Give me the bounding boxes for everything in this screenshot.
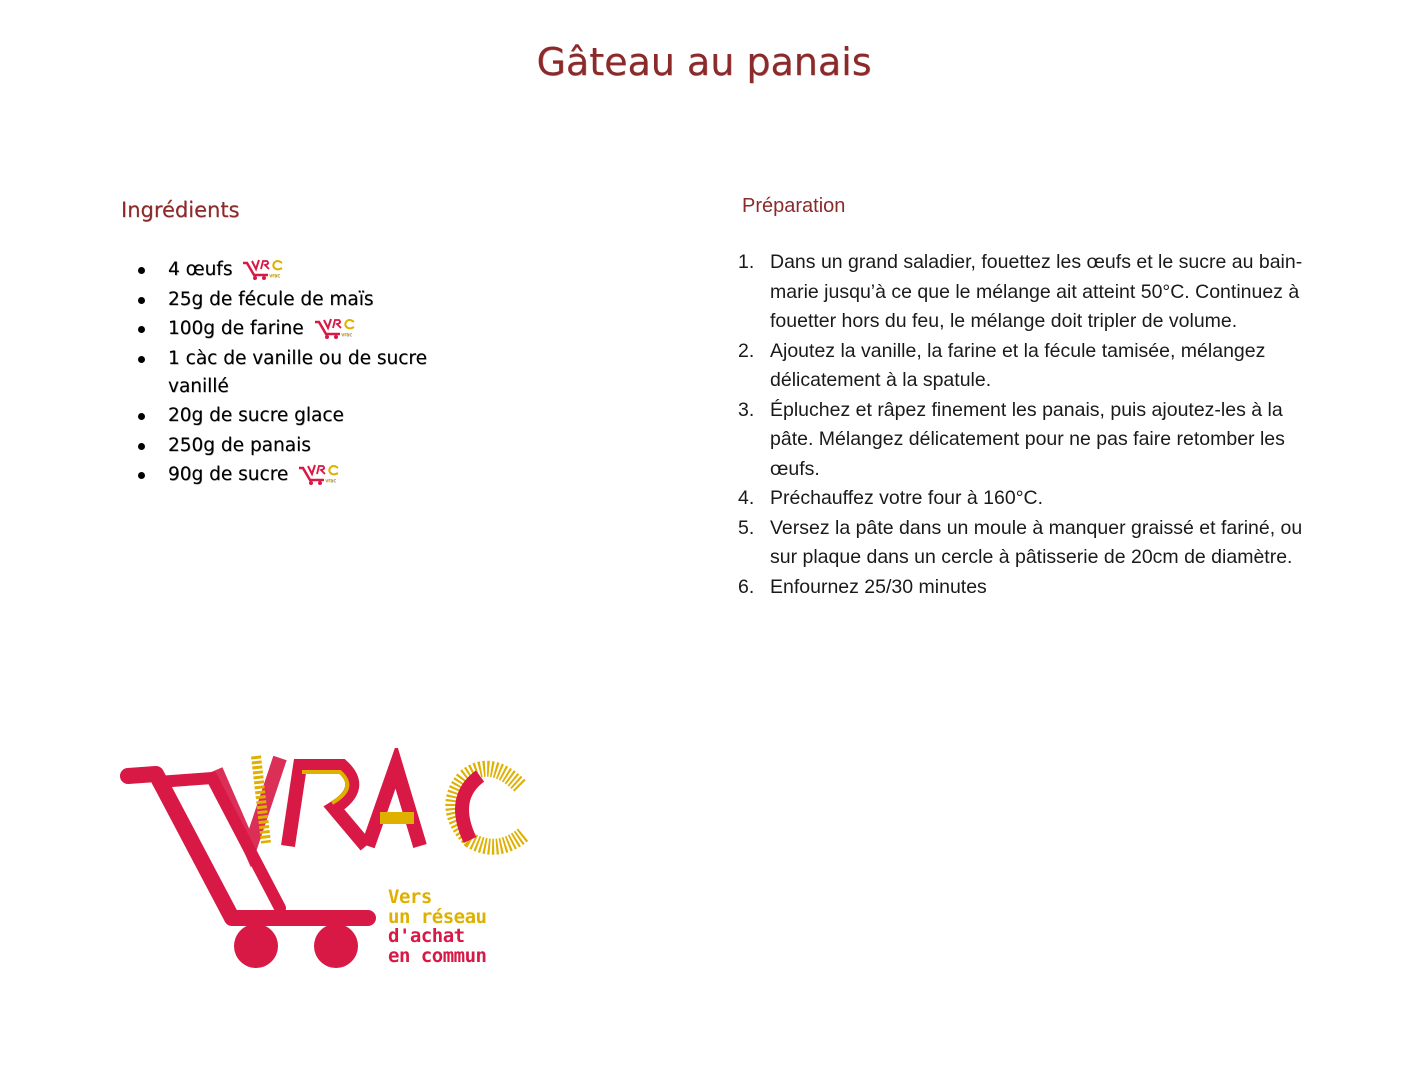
bullet-icon	[138, 472, 145, 479]
step-text: Versez la pâte dans un moule à manquer graissé et fariné, ou sur plaque dans un cercle à pâtisserie de 20cm de diamètre.	[770, 516, 1303, 568]
step-number: 6.	[738, 575, 755, 598]
bullet-icon	[138, 413, 145, 420]
bullet-icon	[138, 443, 145, 450]
preparation-heading: Préparation	[742, 195, 846, 217]
preparation-steps	[738, 248, 1328, 602]
ingredient-text: 100g de farine	[168, 318, 304, 339]
ingredient-text: 20g de sucre glace	[168, 405, 344, 426]
preparation-step	[738, 337, 1328, 396]
step-text: Ajoutez la vanille, la farine et la fécule tamisée, mélangez délicatement à la spatule.	[770, 339, 1266, 391]
vrac-mini-logo-icon	[242, 259, 284, 281]
preparation-step	[738, 396, 1328, 485]
step-number: 5.	[738, 516, 755, 539]
ingredient-text: 90g de sucre	[168, 464, 289, 485]
step-text: Dans un grand saladier, fouettez les œufs et le sucre au bain-marie jusqu’à ce que le mélange ait atteint 50°C. Continuez à fouetter hors du feu, le mélange doit tripler de volume.	[770, 251, 1303, 332]
tagline-line: d'achat	[388, 925, 465, 947]
vrac-wordmark	[216, 756, 524, 848]
svg-text:vrac: vrac	[340, 332, 352, 338]
vrac-mini-logo-icon	[314, 318, 356, 340]
ingredient-item	[120, 432, 440, 460]
ingredient-item	[120, 402, 440, 430]
tagline-line: un réseau	[388, 905, 487, 928]
tagline-line: en commun	[388, 944, 487, 967]
svg-text:vrac: vrac	[269, 273, 281, 279]
ingredient-item	[120, 315, 440, 343]
vrac-tagline	[388, 888, 486, 966]
svg-text:vrac: vrac	[325, 478, 337, 484]
preparation-step	[738, 573, 1328, 603]
ingredient-text: 1 càc de vanille ou de sucre vanillé	[168, 347, 427, 397]
step-text: Enfournez 25/30 minutes	[770, 575, 987, 598]
step-number: 3.	[738, 398, 755, 421]
step-number: 4.	[738, 487, 755, 509]
ingredient-item	[120, 461, 440, 489]
ingredient-text: 4 œufs	[168, 259, 233, 280]
vrac-mini-logo-icon	[298, 464, 340, 486]
bullet-icon	[138, 297, 145, 304]
ingredient-item	[120, 286, 440, 314]
step-number: 1.	[738, 251, 755, 273]
ingredient-text: 250g de panais	[168, 434, 311, 456]
tagline-line: Vers	[388, 886, 432, 908]
ingredients-heading: Ingrédients	[121, 198, 240, 222]
step-number: 2.	[738, 339, 755, 362]
page-title: Gâteau au panais	[536, 40, 872, 84]
step-text: Épluchez et râpez finement les panais, puis ajoutez-les à la pâte. Mélangez délicatement pour ne pas faire retomber les œufs.	[770, 398, 1285, 480]
bullet-icon	[138, 267, 145, 274]
preparation-step	[738, 248, 1328, 337]
preparation-step	[738, 484, 1328, 514]
bullet-icon	[138, 356, 145, 363]
step-text: Préchauffez votre four à 160°C.	[770, 487, 1044, 509]
ingredients-list	[120, 256, 440, 491]
bullet-icon	[138, 326, 145, 333]
ingredient-text: 25g de fécule de maïs	[168, 288, 374, 310]
ingredient-item	[120, 256, 440, 284]
ingredient-item	[120, 345, 440, 401]
preparation-step	[738, 514, 1328, 573]
